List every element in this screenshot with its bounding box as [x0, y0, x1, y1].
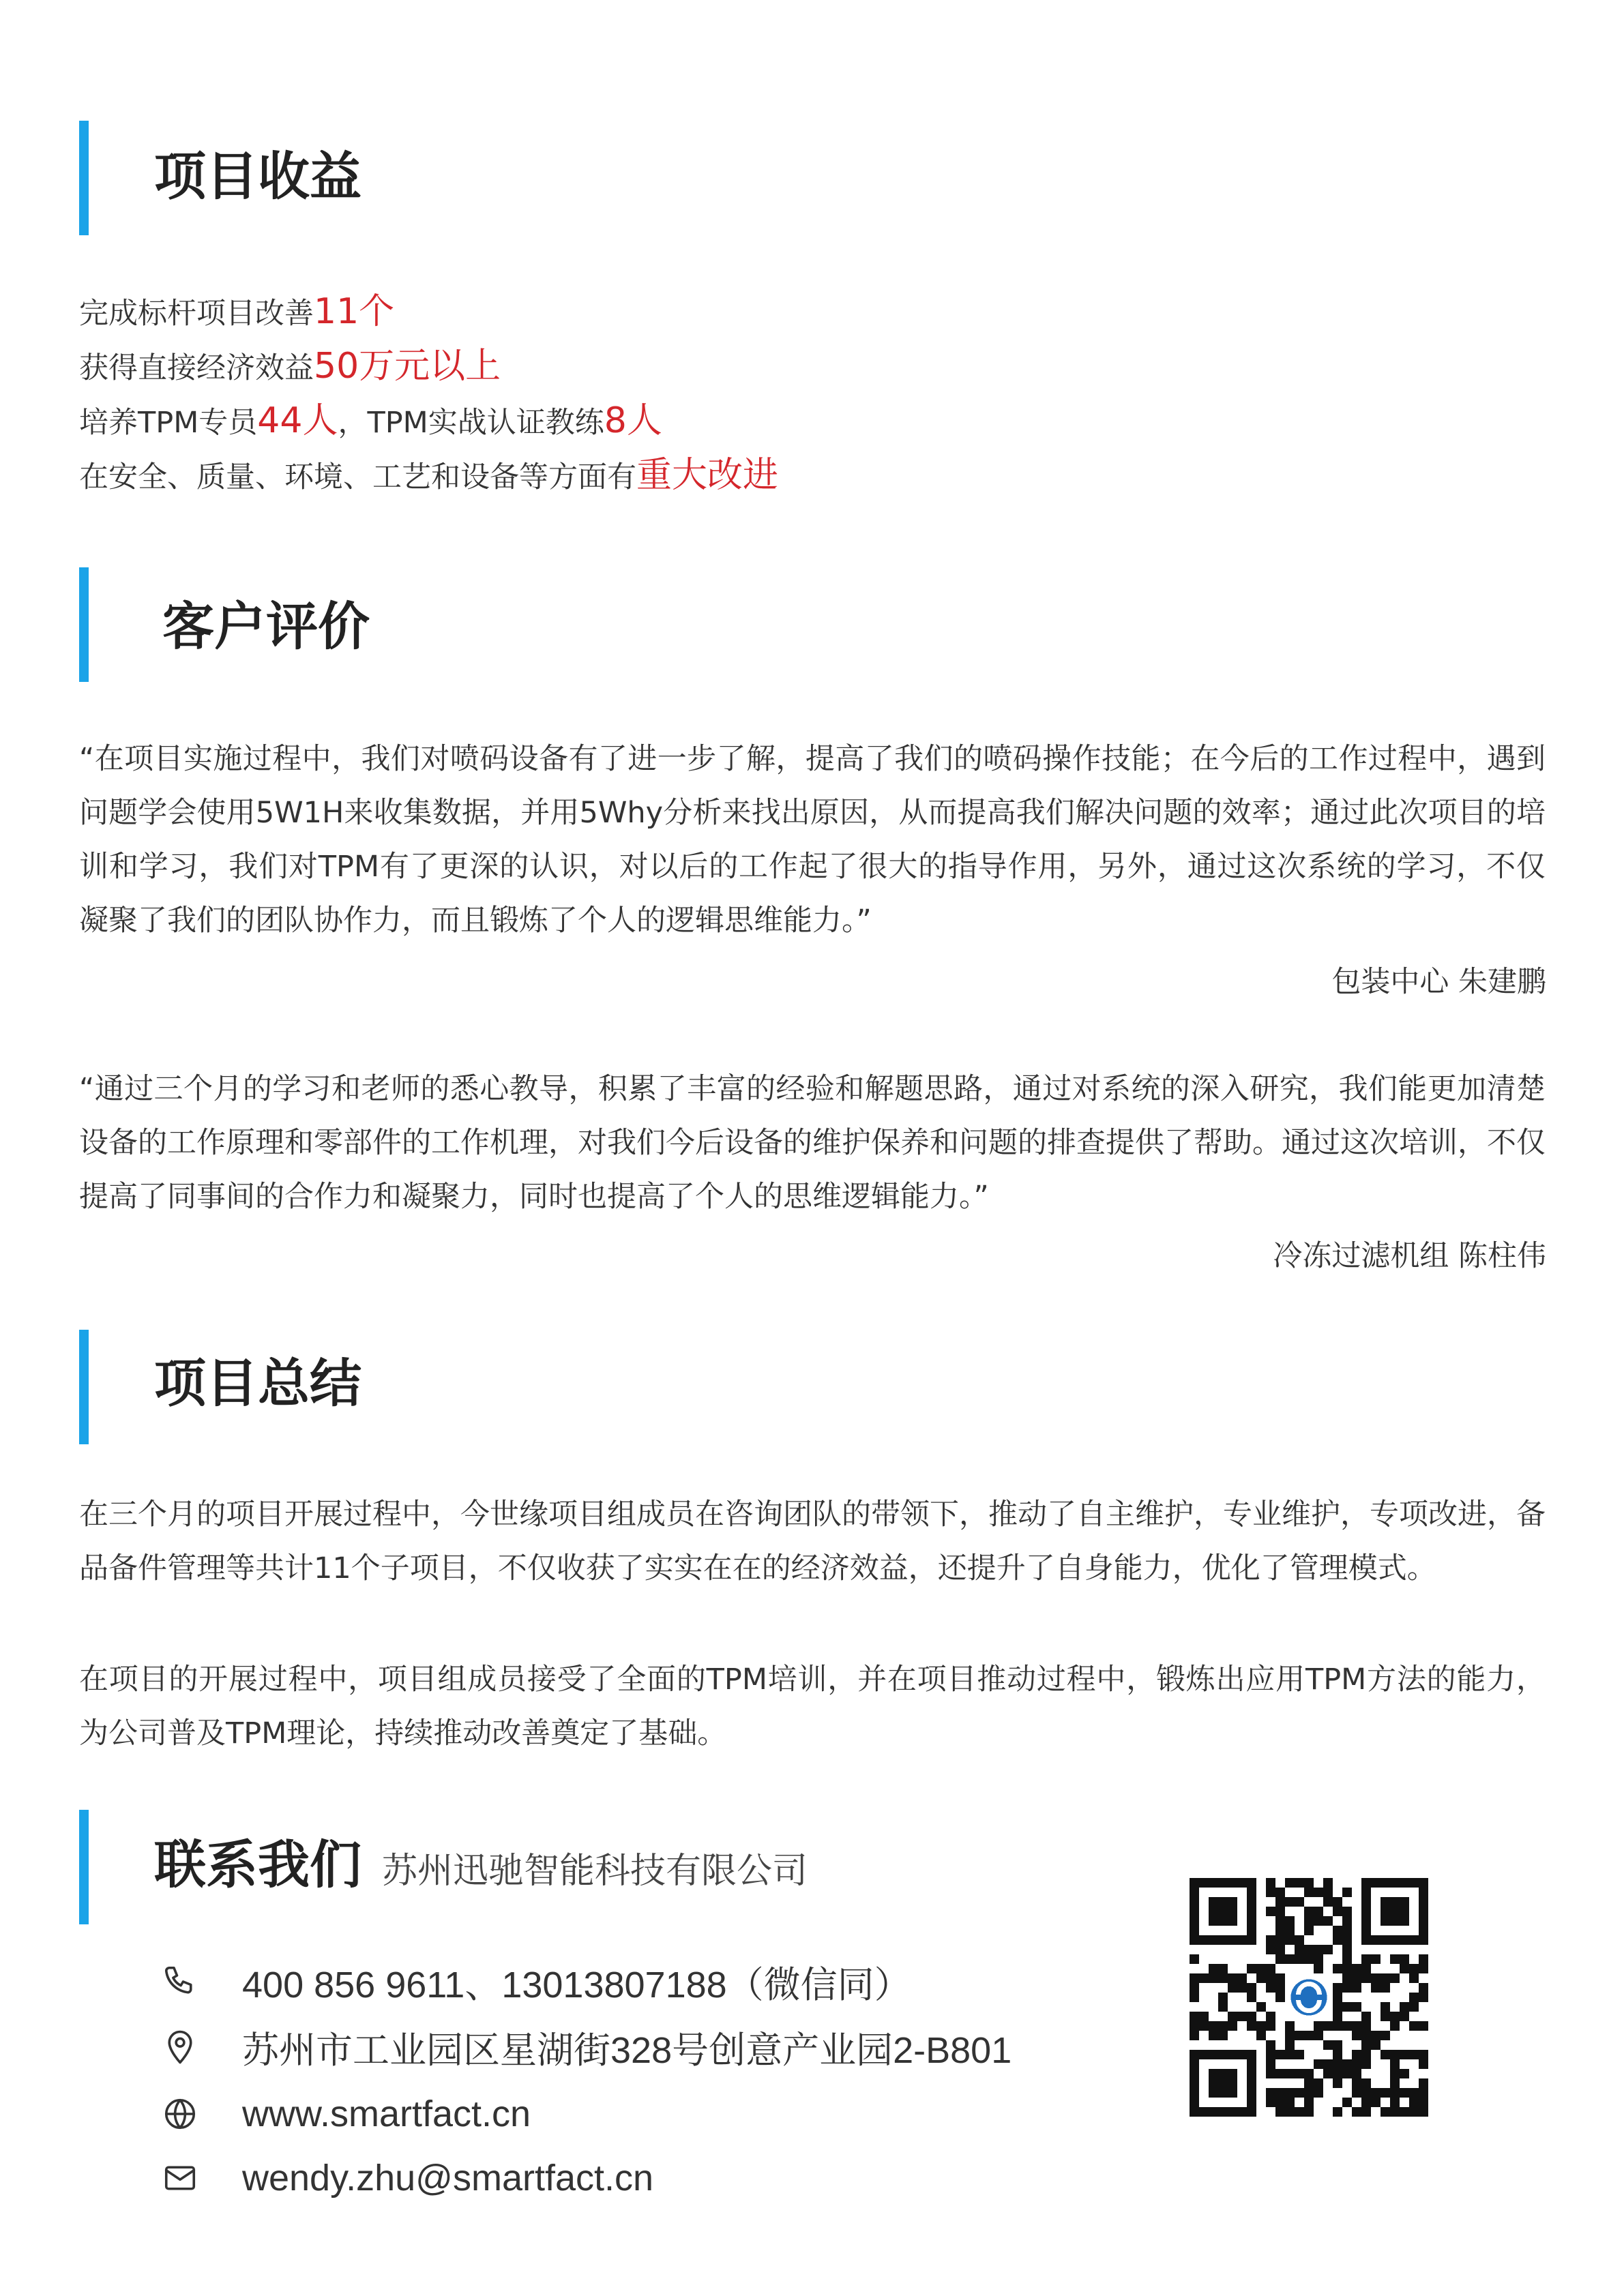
benefit-highlight: 8人 — [604, 400, 662, 441]
section-accent-bar — [79, 121, 89, 235]
section-accent-bar — [79, 1810, 89, 1924]
contact-title-text: 联系我们 — [154, 1834, 361, 1895]
qr-center-logo — [1285, 1973, 1333, 2021]
contact-title — [154, 1834, 808, 1895]
benefit-highlight: 重大改进 — [636, 455, 779, 496]
benefits-title: 项目收益 — [154, 146, 361, 207]
review-quote-1: “在项目实施过程中，我们对喷码设备有了进一步了解，提高了我们的喷码操作技能；在今后的工作过程中，遇到问题学会使用5W1H来收集数据，并用5Why分析来找出原因，从而提高我们解决问题的效率；通过此次项目的培训和学习，我们对TPM有了更深的认识，对以后的工作起了很大的指导作用，另外，通过这次系统的学习，不仅凝聚了我们的团队协作力，而且锻炼了个人的逻辑思维能力。” — [79, 742, 1546, 938]
contact-address-text: 苏州市工业园区星湖街328号创意产业园2-B801 — [242, 2029, 1012, 2071]
summary-paragraph-2: 在项目的开展过程中，项目组成员接受了全面的TPM培训，并在项目推动过程中，锻炼出应用TPM方法的能力，为公司普及TPM理论，持续推动改善奠定了基础。 — [79, 1663, 1546, 1750]
section-accent-bar — [79, 567, 89, 682]
summary-paragraph-1: 在三个月的项目开展过程中，今世缘项目组成员在咨询团队的带领下，推动了自主维护，专业维护，专项改进，备品备件管理等共计11个子项目，不仅收获了实实在在的经济效益，还提升了自身能力，优化了管理模式。 — [79, 1497, 1546, 1585]
company-name: 苏州迅驰智能科技有限公司 — [382, 1851, 808, 1892]
benefit-text: 培养TPM专员 — [79, 406, 258, 440]
review-quote-2: “通过三个月的学习和老师的悉心教导，积累了丰富的经验和解题思路，通过对系统的深入研究，我们能更加清楚设备的工作原理和零部件的工作机理，对我们今后设备的维护保养和问题的排查提供了帮助。通过这次培训，不仅提高了同事间的合作力和凝聚力，同时也提高了个人的思维逻辑能力。” — [79, 1072, 1546, 1214]
contact-phone-text: 400 856 9611、13013807188（微信同） — [242, 1964, 911, 2006]
benefit-text: 完成标杆项目改善 — [79, 297, 314, 331]
review-author-1: 包装中心 朱建鹏 — [1331, 965, 1546, 999]
benefit-line-4 — [79, 448, 778, 505]
benefit-line-1 — [79, 284, 394, 341]
benefit-text: ，TPM实战认证教练 — [338, 406, 604, 440]
phone-icon — [162, 1963, 198, 2000]
mail-icon — [162, 2160, 198, 2196]
globe-icon — [162, 2096, 198, 2132]
benefit-text: 在安全、质量、环境、工艺和设备等方面有 — [79, 460, 636, 494]
review-author-2: 冷冻过滤机组 陈柱伟 — [1273, 1239, 1546, 1273]
qr-code-icon — [1190, 1878, 1428, 2117]
benefit-line-3 — [79, 393, 662, 450]
benefit-highlight: 50万元以上 — [314, 346, 501, 387]
summary-title: 项目总结 — [154, 1353, 361, 1414]
contact-website-link[interactable]: www.smartfact.cn — [242, 2093, 531, 2134]
benefit-text: 获得直接经济效益 — [79, 351, 314, 385]
reviews-title: 客户评价 — [162, 596, 370, 657]
benefit-highlight: 11个 — [314, 291, 395, 332]
location-pin-icon — [162, 2029, 198, 2066]
benefit-highlight: 44人 — [257, 400, 338, 441]
section-accent-bar — [79, 1330, 89, 1444]
benefit-line-2 — [79, 339, 501, 396]
contact-email-link[interactable]: wendy.zhu@smartfact.cn — [242, 2158, 654, 2198]
